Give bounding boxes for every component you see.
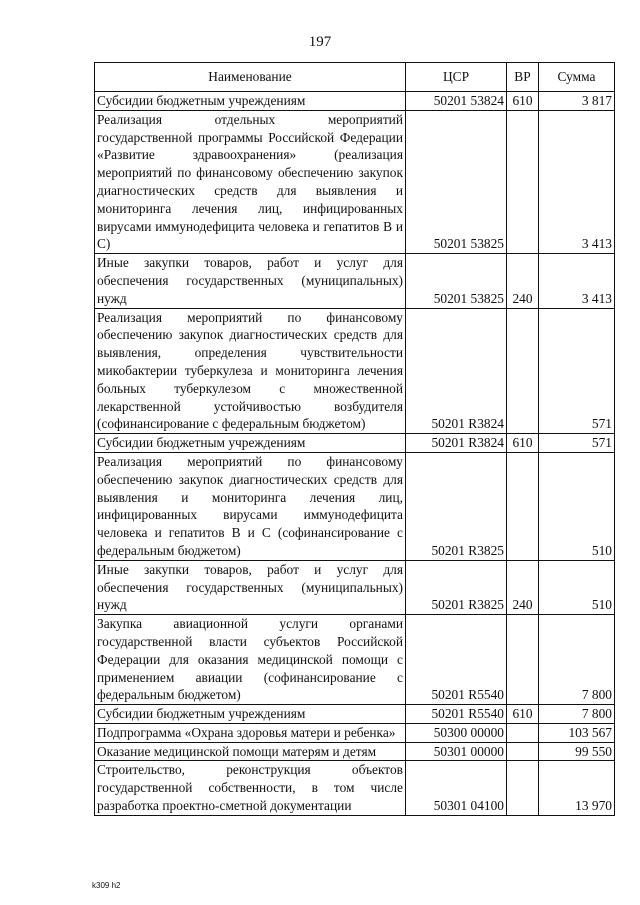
row-name: Иные закупки товаров, работ и услуг для обеспечения государственных (муниципальных) нужд [95, 560, 406, 614]
row-csr: 50201 53824 [406, 92, 507, 111]
row-name: Оказание медицинской помощи матерям и детям [95, 742, 406, 761]
row-name: Подпрограмма «Охрана здоровья матери и ребенка» [95, 723, 406, 742]
row-name: Строительство, реконструкция объектов государственной собственности, в том числе разработка проектно-сметной документации [95, 761, 406, 815]
row-csr: 50201 R3825 [406, 560, 507, 614]
row-name: Реализация мероприятий по финансовому обеспечению закупок диагностических средств для выявления, определения чувствительности микобактерии туберкулеза и мониторинга лечения больных туберкулезом с множественной лекарственной устойчивостью возбудителя (софинансирование с федеральным бюджетом) [95, 308, 406, 434]
row-vr [507, 452, 539, 560]
row-amount: 3 817 [539, 92, 615, 111]
header-name: Наименование [95, 63, 406, 92]
table-row [95, 705, 615, 724]
row-vr [507, 615, 539, 705]
row-csr: 50300 00000 [406, 723, 507, 742]
row-csr: 50201 R5540 [406, 705, 507, 724]
row-amount: 3 413 [539, 254, 615, 308]
row-vr [507, 110, 539, 253]
table-row [95, 110, 615, 253]
row-csr: 50201 53825 [406, 254, 507, 308]
row-csr: 50201 R3825 [406, 452, 507, 560]
header-vr: ВР [507, 63, 539, 92]
row-amount: 13 970 [539, 761, 615, 815]
table-row [95, 434, 615, 453]
row-csr: 50201 R3824 [406, 434, 507, 453]
table-row [95, 452, 615, 560]
budget-table [94, 62, 615, 816]
row-vr: 610 [507, 705, 539, 724]
table-row [95, 742, 615, 761]
table-header-row [95, 63, 615, 92]
row-name: Иные закупки товаров, работ и услуг для обеспечения государственных (муниципальных) нужд [95, 254, 406, 308]
row-vr [507, 742, 539, 761]
row-csr: 50301 00000 [406, 742, 507, 761]
header-amount: Сумма [539, 63, 615, 92]
row-amount: 3 413 [539, 110, 615, 253]
row-amount: 510 [539, 452, 615, 560]
row-name: Субсидии бюджетным учреждениям [95, 705, 406, 724]
row-name: Субсидии бюджетным учреждениям [95, 92, 406, 111]
table-row [95, 723, 615, 742]
row-vr: 610 [507, 92, 539, 111]
row-vr: 610 [507, 434, 539, 453]
table-row [95, 615, 615, 705]
row-csr: 50201 R3824 [406, 308, 507, 434]
row-amount: 510 [539, 560, 615, 614]
row-vr [507, 308, 539, 434]
row-csr: 50201 R5540 [406, 615, 507, 705]
row-vr [507, 761, 539, 815]
row-amount: 7 800 [539, 705, 615, 724]
row-vr: 240 [507, 560, 539, 614]
table-row [95, 254, 615, 308]
row-amount: 99 550 [539, 742, 615, 761]
row-amount: 7 800 [539, 615, 615, 705]
header-csr: ЦСР [406, 63, 507, 92]
page-number: 197 [308, 34, 332, 50]
row-amount: 571 [539, 308, 615, 434]
row-name: Реализация мероприятий по финансовому обеспечению закупок диагностических средств для выявления и мониторинга лечения лиц, инфицированных вирусами иммунодефицита человека и гепатитов В и С (софинансирование с федеральным бюджетом) [95, 452, 406, 560]
row-vr: 240 [507, 254, 539, 308]
row-name: Субсидии бюджетным учреждениям [95, 434, 406, 453]
table-row [95, 92, 615, 111]
row-amount: 103 567 [539, 723, 615, 742]
row-name: Закупка авиационной услуги органами государственной власти субъектов Российской Федерации для оказания медицинской помощи с применением авиации (софинансирование с федеральным бюджетом) [95, 615, 406, 705]
row-csr: 50301 04100 [406, 761, 507, 815]
footer-code: k309 h2 [92, 881, 121, 890]
table-row [95, 560, 615, 614]
row-csr: 50201 53825 [406, 110, 507, 253]
row-vr [507, 723, 539, 742]
table-row [95, 761, 615, 815]
table-row [95, 308, 615, 434]
row-amount: 571 [539, 434, 615, 453]
row-name: Реализация отдельных мероприятий государственной программы Российской Федерации «Развитие здравоохранения» (реализация мероприятий по финансовому обеспечению закупок диагностических средств для выявления и мониторинга лечения лиц, инфицированных вирусами иммунодефицита человека и гепатитов В и С) [95, 110, 406, 253]
